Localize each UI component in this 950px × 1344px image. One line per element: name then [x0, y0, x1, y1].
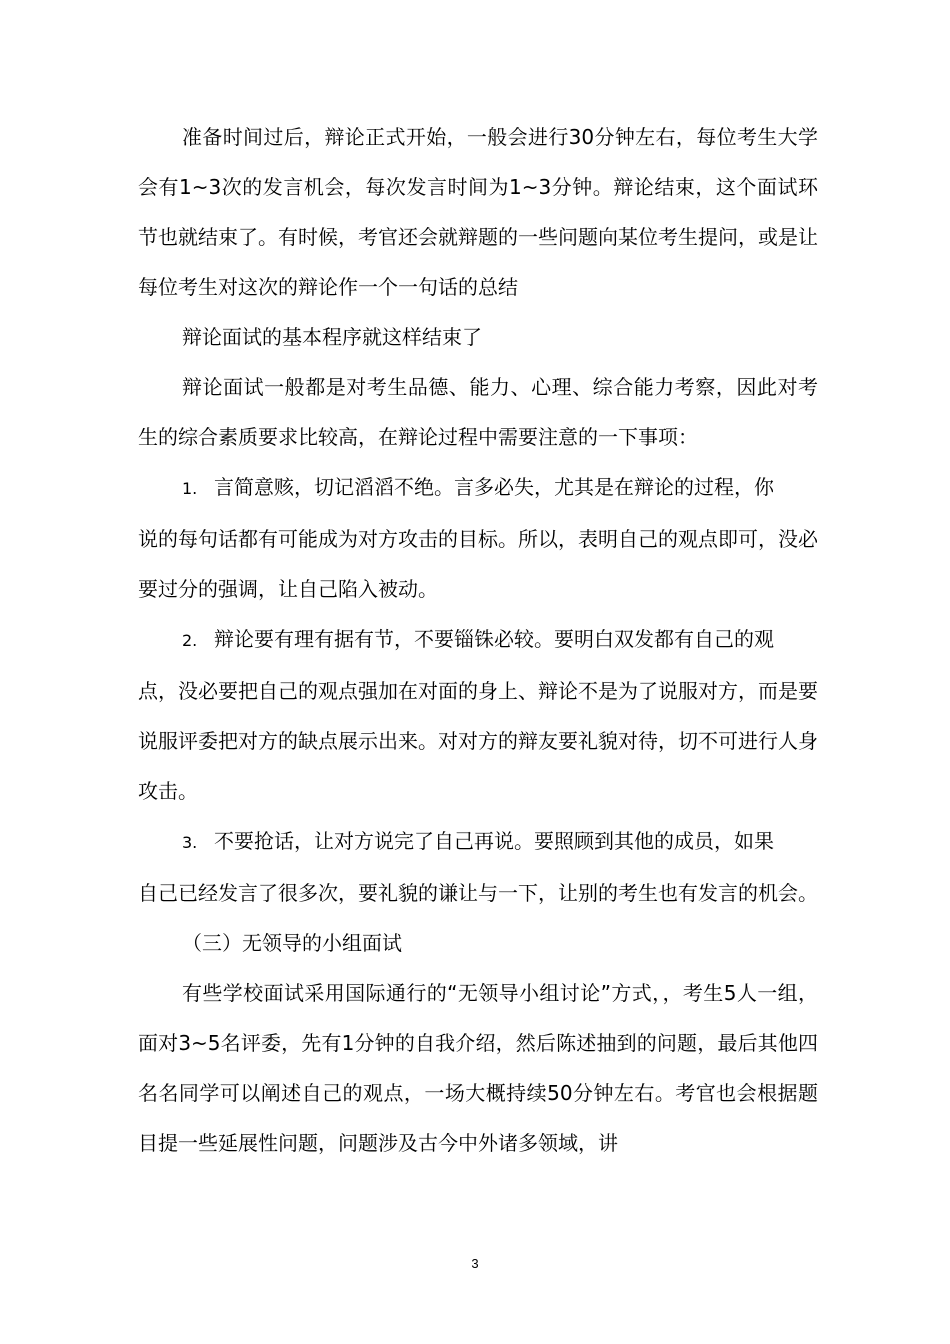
list-item [138, 614, 818, 816]
list-item-number: 1. [182, 479, 198, 498]
paragraph-procedure-end: 辩论面试的基本程序就这样结束了 [182, 325, 482, 349]
list-item-text-continued: 点，没必要把自己的观点强加在对面的身上、辩论不是为了说服对方，而是要说服评委把对方的缺点展示出来。对对方的辩友要礼貌对待，切不可进行人身攻击。 [138, 679, 818, 803]
page-number: 3 [471, 1256, 479, 1271]
list-item-text: 言简意赅，切记滔滔不绝。言多必失，尤其是在辩论的过程，你 [214, 475, 774, 499]
list-item-number: 3. [182, 833, 198, 852]
document-body [138, 112, 818, 1168]
paragraph-leaderless-group: 有些学校面试采用国际通行的“无领导小组讨论”方式，，考生5人一组，面对3~5名评委，先有1分钟的自我介绍，然后陈述抽到的问题，最后其他四名名同学可以阐述自己的观点，一场大概持续50分钟左右。考官也会根据题目提一些延展性问题，问题涉及古今中外诸多领域，讲 [138, 981, 818, 1155]
list-item-number: 2. [182, 631, 198, 650]
section-heading: （三）无领导的小组面试 [182, 931, 402, 955]
list-item [138, 816, 818, 918]
list-item-text-continued: 说的每句话都有可能成为对方攻击的目标。所以，表明自己的观点即可，没必要过分的强调，让自己陷入被动。 [138, 527, 818, 601]
list-item-text: 辩论要有理有据有节，不要锱铢必较。要明白双发都有自己的观 [214, 627, 774, 651]
paragraph-debate-notes-intro: 辩论面试一般都是对考生品德、能力、心理、综合能力考察，因此对考生的综合素质要求比较高，在辩论过程中需要注意的一下事项： [138, 375, 818, 449]
list-item [138, 462, 818, 614]
list-item-text: 不要抢话，让对方说完了自己再说。要照顾到其他的成员，如果 [214, 829, 774, 853]
paragraph-debate-start: 准备时间过后，辩论正式开始，一般会进行30分钟左右，每位考生大学会有1~3次的发言机会，每次发言时间为1~3分钟。辩论结束，这个面试环节也就结束了。有时候，考官还会就辩题的一些问题向某位考生提问，或是让每位考生对这次的辩论作一个一句话的总结 [138, 125, 818, 299]
list-item-text-continued: 自己已经发言了很多次，要礼貌的谦让与一下，让别的考生也有发言的机会。 [138, 881, 818, 905]
